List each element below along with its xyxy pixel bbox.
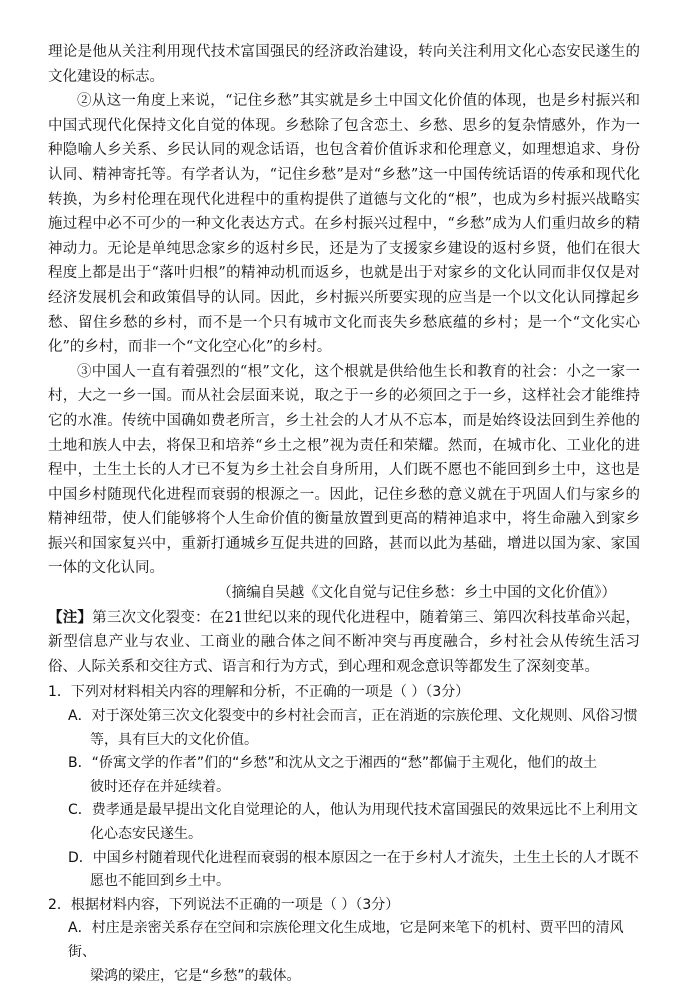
option-d: D．中国乡村随着现代化进程而衰弱的根本原因之一在于乡村人才流失，土生土长的人才既不 愿也不能回到乡土中。	[68, 849, 639, 890]
question-stem: 1．下列对材料相关内容的理解和分析，不正确的一项是（ ）（3分）	[48, 684, 470, 701]
option-a: A．对于深处第三次文化裂变中的乡村社会而言，正在消逝的宗族伦理、文化规则、风俗习惯 等，具有巨大的文化价值。	[68, 708, 638, 748]
note-label: 【注】	[48, 608, 93, 626]
paragraph-2: ②从这一角度上来说，“记住乡愁”其实就是乡土中国文化价值的体现，也是乡村振兴和中国式现代化保持文化自觉的体现。乡愁除了包含恋土、乡愁、思乡的复杂情感外，作为一种隐喻人乡关系、乡民认同的观念话语，也包含着价值诉求和伦理意义，如理想追求、身份认同、精神寄托等。有学者认为，“记住乡愁”是对“乡愁”这一中国传统话语的传承和现代化转换，为乡村伦理在现代化进程中的重构提供了道德与文化的“根”，也成为乡村振兴战略实施过程中必不可少的一种文化表达方式。在乡村振兴过程中，“乡愁”成为人们重归故乡的精神动力。无论是单纯思念家乡的返村乡民，还是为了支援家乡建设的返村乡贤，他们在很大程度上都是出于“落叶归根”的精神动机而返乡，也就是出于对家乡的文化认同而非仅仅是对经济发展机会和政策倡导的认同。因此，乡村振兴所要实现的应当是一个以文化认同撑起乡愁、留住乡愁的乡村，而不是一个只有城市文化而丧失乡愁底蕴的乡村；是一个“文化实心化”的乡村，而非一个“文化空心化”的乡村。	[48, 93, 640, 356]
question-2	[48, 894, 640, 988]
paragraph-continued: 理论是他从关注利用现代技术富国强民的经济政治建设，转向关注利用文化心态安民遂生的文化建设的标志。	[48, 44, 640, 85]
option-a: A．村庄是亲密关系存在空间和宗族伦理文化生成地，它是阿来笔下的机村、贾平凹的清风街、 梁鸿的梁庄，它是“乡愁”的载体。	[68, 920, 624, 984]
source-citation: （摘编自吴越《文化自觉与记住乡愁：乡土中国的文化价值》）	[217, 585, 616, 602]
option-b: B．“侨寓文学的作者”们的“乡愁”和沈从文之于湘西的“愁”都偏于主观化，他们的故土 彼时还存在并延续着。	[68, 755, 598, 795]
question-stem: 2．根据材料内容，下列说法不正确的一项是（ ）（3分）	[48, 896, 400, 913]
question-1	[48, 681, 640, 893]
note	[48, 606, 640, 680]
paragraph-3: ③中国人一直有着强烈的“根”文化，这个根就是供给他生长和教育的社会：小之一家一村，大之一乡一国。而从社会层面来说，取之于一乡的必须回之于一乡，这样社会才能维持它的水准。传统中国确如费老所言，乡土社会的人才从不忘本，而是始终设法回到生养他的土地和族人中去，将保卫和培养“乡土之根”视为责任和荣耀。然而，在城市化、工业化的进程中，土生土长的人才已不复为乡土社会自身所用，人们既不愿也不能回到乡土中，这也是中国乡村随现代化进程而衰弱的根源之一。因此，记住乡愁的意义就在于巩固人们与家乡的精神纽带，使人们能够将个人生命价值的衡量放置到更高的精神追求中，将生命融入到家乡振兴和国家复兴中，重新打通城乡互促共进的回路，甚而以此为基础，增进以国为家、家国一体的文化认同。	[48, 363, 640, 577]
option-c: C．费孝通是最早提出文化自觉理论的人，他认为用现代技术富国强民的效果远比不上利用文 化心态安民遂生。	[68, 802, 638, 842]
note-body: 第三次文化裂变：在21世纪以来的现代化进程中，随着第三、第四次科技革命兴起，新型信息产业与农业、工商业的融合体之间不断冲突与再度融合，乡村社会从传统生活习俗、人际关系和交往方式、语言和行为方式，到心理和观念意识等都发生了深刻变革。	[48, 609, 641, 675]
